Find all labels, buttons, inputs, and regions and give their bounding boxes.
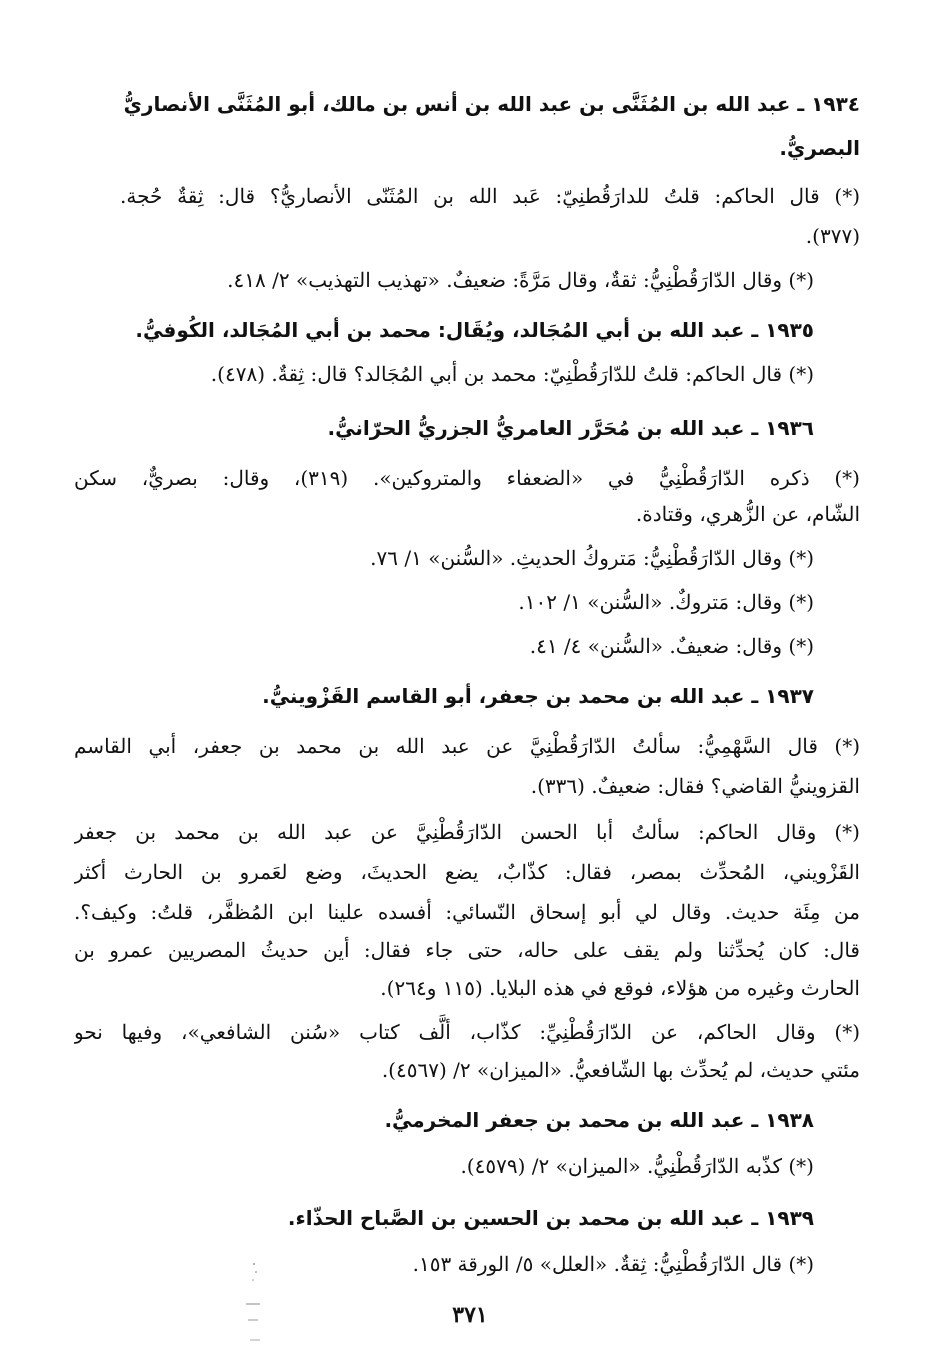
paragraph-line: (*) قال الحاكم: قلتُ للدارَقُطنِيّ: عَبد الله بن المُثَنّى الأنصاريُّ؟ قال: ثِقةٌ حُجة. [120,184,860,208]
paragraph-line: (*) وقال: ضعيفٌ. «السُّنن» ٤/ ٤١. [529,634,814,658]
paragraph-line: القَزْويني، المُحدِّث بمصر، فقال: كذّابٌ، يضع الحديثَ، وضع لعَمرو بن الحارث أكثر [74,860,860,884]
paragraph-line: (*) قال السَّهْمِيُّ: سألتُ الدّارَقُطْنِيَّ عن عبد الله بن محمد بن جعفر، أبي القاسم [74,734,860,758]
entry-heading-1934-cont: البصريُّ. [779,136,860,160]
page-number: ٣٧١ [452,1302,488,1328]
paragraph-line: (*) كذّبه الدّارَقُطْنِيُّ. «الميزان» ٢/ (٤٥٧٩). [460,1154,814,1178]
paragraph-line: مئتي حديث، لم يُحدِّث بها الشّافعيُّ. «الميزان» ٢/ (٤٥٦٧). [381,1058,860,1082]
entry-heading-1934: ١٩٣٤ ـ عبد الله بن المُثَنَّى بن عبد الله بن أنس بن مالك، أبو المُثَنَّى الأنصاريُّ [123,92,860,116]
paragraph-line: (٣٧٧). [805,224,860,248]
paragraph-line: القزوينيُّ القاضي؟ فقال: ضعيفٌ. (٣٣٦). [530,774,860,798]
paragraph-line: (*) قال الحاكم: قلتُ للدّارَقُطْنِيّ: محمد بن أبي المُجَالد؟ قال: ثِقةٌ. (٤٧٨). [210,362,814,386]
entry-heading-1938: ١٩٣٨ ـ عبد الله بن محمد بن جعفر المخرميُّ. [384,1108,814,1132]
paragraph-line: (*) وقال الدّارَقُطْنِيُّ: ثقةٌ، وقال مَرَّةً: ضعيفٌ. «تهذيب التهذيب» ٢/ ٤١٨. [227,268,814,292]
paragraph-line: قال: كان يُحدِّثنا ولم يقف على حاله، حتى جاء فقال: أين حديثُ المصريين عمرو بن [74,938,860,962]
entry-heading-1937: ١٩٣٧ ـ عبد الله بن محمد بن جعفر، أبو القاسم القَزْوينيُّ. [262,684,814,708]
paragraph-line: (*) قال الدّارَقُطْنِيُّ: ثِقةٌ. «العلل» ٥/ الورقة ١٥٣. [412,1252,814,1276]
paragraph-line: (*) وقال الحاكم: سألتُ أبا الحسن الدّارَقُطْنِيَّ عن عبد الله بن محمد بن جعفر [74,820,860,844]
paragraph-line: الشّام، عن الزُّهري، وقتادة. [635,502,860,526]
paragraph-line: (*) وقال: مَتروكٌ. «السُّنن» ١/ ١٠٢. [518,590,814,614]
paragraph-line: (*) وقال الحاكم، عن الدّارَقُطْنِيِّ: كذّاب، ألَّف كتاب «سُنن الشافعي»، وفيها نحو [74,1020,860,1044]
entry-heading-1935: ١٩٣٥ ـ عبد الله بن أبي المُجَالد، ويُقَال: محمد بن أبي المُجَالد، الكُوفيُّ. [135,318,814,342]
scan-specks [236,1258,266,1348]
paragraph-line: من مِئَة حديث. وقال لي أبو إسحاق النّسائي: أفسده علينا ابن المُظفَّر، قلتُ: وكيف؟. [74,900,860,924]
paragraph-line: (*) ذكره الدّارَقُطْنِيُّ في «الضعفاء والمتروكين». (٣١٩)، وقال: بصريٌّ، سكن [74,466,860,490]
paragraph-line: (*) وقال الدّارَقُطْنِيُّ: مَتروكُ الحديثِ. «السُّنن» ١/ ٧٦. [370,546,814,570]
entry-heading-1936: ١٩٣٦ ـ عبد الله بن مُحَرَّر العامريُّ الجزريُّ الحرّانيُّ. [327,416,814,440]
paragraph-line: الحارث وغيره من هؤلاء، فوقع في هذه البلايا. (١١٥ و٢٦٤). [380,976,860,1000]
entry-heading-1939: ١٩٣٩ ـ عبد الله بن محمد بن الحسين بن الصَّباح الحذّاء. [287,1206,814,1230]
